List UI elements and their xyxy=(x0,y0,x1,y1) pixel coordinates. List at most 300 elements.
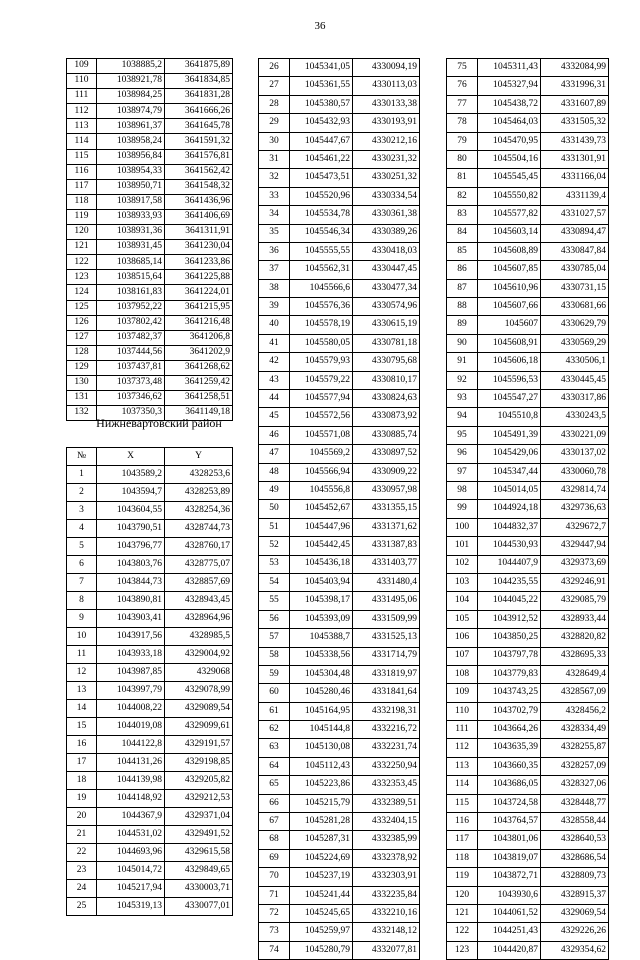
x-coordinate-cell: 1045577,82 xyxy=(478,206,541,224)
table-row xyxy=(447,886,609,904)
x-coordinate-cell: 1045393,09 xyxy=(290,610,353,628)
table-row xyxy=(447,923,609,941)
point-number-cell: 96 xyxy=(447,445,478,463)
point-number-cell: 132 xyxy=(67,406,97,421)
table-row xyxy=(447,242,609,260)
table-row xyxy=(259,831,420,849)
table-row xyxy=(447,132,609,150)
y-coordinate-cell: 3641225,88 xyxy=(165,270,233,285)
table-row xyxy=(447,629,609,647)
x-coordinate-cell: 1045130,08 xyxy=(290,739,353,757)
y-coordinate-cell: 4328695,33 xyxy=(541,647,609,665)
y-coordinate-cell: 4331027,57 xyxy=(541,206,609,224)
table-row xyxy=(259,316,420,334)
table-row xyxy=(447,371,609,389)
point-number-cell: 9 xyxy=(67,610,97,628)
point-number-cell: 57 xyxy=(259,629,290,647)
table-row xyxy=(447,941,609,959)
x-coordinate-cell: 1045281,28 xyxy=(290,813,353,831)
point-number-cell: 61 xyxy=(259,702,290,720)
y-coordinate-cell: 4330193,91 xyxy=(353,114,420,132)
y-coordinate-cell: 4328820,82 xyxy=(541,629,609,647)
table-row xyxy=(447,463,609,481)
point-number-cell: 20 xyxy=(67,808,97,826)
table-row xyxy=(259,629,420,647)
x-coordinate-cell: 1045403,94 xyxy=(290,573,353,591)
table-row xyxy=(67,772,233,790)
y-coordinate-cell: 4331996,31 xyxy=(541,77,609,95)
y-coordinate-cell: 3641576,81 xyxy=(165,149,233,164)
table-row xyxy=(67,194,233,209)
table-row xyxy=(259,868,420,886)
x-coordinate-cell: 1045534,78 xyxy=(290,206,353,224)
table-row xyxy=(259,132,420,150)
y-coordinate-cell: 4332235,84 xyxy=(353,886,420,904)
y-coordinate-cell: 4328809,73 xyxy=(541,868,609,886)
table-row xyxy=(67,149,233,164)
x-coordinate-cell: 1044407,9 xyxy=(478,555,541,573)
x-coordinate-cell: 1043686,05 xyxy=(478,776,541,794)
table-row xyxy=(67,285,233,300)
point-number-cell: 33 xyxy=(259,187,290,205)
table-row xyxy=(67,391,233,406)
table-row xyxy=(447,445,609,463)
x-coordinate-cell: 1044367,9 xyxy=(97,808,165,826)
table-row xyxy=(259,59,420,77)
point-number-cell: 105 xyxy=(447,610,478,628)
y-coordinate-cell: 4328567,09 xyxy=(541,684,609,702)
y-coordinate-cell: 4330810,17 xyxy=(353,371,420,389)
y-coordinate-cell: 4332231,74 xyxy=(353,739,420,757)
x-coordinate-cell: 1045566,6 xyxy=(290,279,353,297)
y-coordinate-cell: 4328775,07 xyxy=(165,556,233,574)
y-coordinate-cell: 4329089,54 xyxy=(165,700,233,718)
point-number-cell: 116 xyxy=(447,813,478,831)
point-number-cell: 111 xyxy=(67,89,97,104)
table-row xyxy=(447,316,609,334)
x-coordinate-cell: 1045596,53 xyxy=(478,371,541,389)
x-coordinate-cell: 1045438,72 xyxy=(478,95,541,113)
table-row xyxy=(259,408,420,426)
y-coordinate-cell: 4328253,6 xyxy=(165,466,233,484)
point-number-cell: 85 xyxy=(447,242,478,260)
x-coordinate-cell: 1038515,64 xyxy=(97,270,165,285)
coordinate-table-district xyxy=(66,447,233,916)
x-coordinate-cell: 1043664,26 xyxy=(478,721,541,739)
x-coordinate-cell: 1043819,07 xyxy=(478,849,541,867)
table-row xyxy=(67,628,233,646)
y-coordinate-cell: 4331819,97 xyxy=(353,665,420,683)
x-coordinate-cell: 1043589,2 xyxy=(97,466,165,484)
y-coordinate-cell: 4331439,73 xyxy=(541,132,609,150)
table-row xyxy=(67,880,233,898)
point-number-cell: 110 xyxy=(67,74,97,89)
x-coordinate-cell: 1038958,24 xyxy=(97,134,165,149)
x-coordinate-cell: 1045607,66 xyxy=(478,298,541,316)
y-coordinate-cell: 4329491,52 xyxy=(165,826,233,844)
table-row xyxy=(67,119,233,134)
y-coordinate-cell: 4331301,91 xyxy=(541,150,609,168)
table-row xyxy=(259,702,420,720)
table-row xyxy=(67,646,233,664)
y-coordinate-cell: 4329085,79 xyxy=(541,592,609,610)
table-row xyxy=(259,518,420,536)
x-coordinate-cell: 1043790,51 xyxy=(97,520,165,538)
x-coordinate-cell: 1044019,08 xyxy=(97,718,165,736)
x-coordinate-cell: 1045447,67 xyxy=(290,132,353,150)
point-number-cell: 125 xyxy=(67,300,97,315)
table-row xyxy=(447,665,609,683)
y-coordinate-cell: 4330795,68 xyxy=(353,353,420,371)
point-number-cell: 68 xyxy=(259,831,290,849)
table-row xyxy=(447,77,609,95)
x-coordinate-cell: 1045429,06 xyxy=(478,445,541,463)
x-coordinate-cell: 1038685,14 xyxy=(97,255,165,270)
y-coordinate-cell: 4330569,29 xyxy=(541,334,609,352)
x-coordinate-cell: 1045569,2 xyxy=(290,445,353,463)
table-row xyxy=(259,721,420,739)
y-coordinate-cell: 4328255,87 xyxy=(541,739,609,757)
x-coordinate-cell: 1045280,79 xyxy=(290,941,353,959)
x-coordinate-cell: 1045566,94 xyxy=(290,463,353,481)
x-coordinate-cell: 1043779,83 xyxy=(478,665,541,683)
point-number-cell: 5 xyxy=(67,538,97,556)
table-row xyxy=(447,757,609,775)
point-number-cell: 119 xyxy=(67,209,97,224)
x-coordinate-cell: 1043635,39 xyxy=(478,739,541,757)
x-coordinate-cell: 1044235,55 xyxy=(478,573,541,591)
x-coordinate-cell: 1045241,44 xyxy=(290,886,353,904)
table-row xyxy=(259,261,420,279)
y-coordinate-cell: 4330077,01 xyxy=(165,898,233,916)
point-number-cell: 29 xyxy=(259,114,290,132)
y-coordinate-cell: 3641215,95 xyxy=(165,300,233,315)
point-number-cell: 62 xyxy=(259,721,290,739)
y-coordinate-cell: 4331387,83 xyxy=(353,537,420,555)
table-row xyxy=(447,776,609,794)
x-coordinate-cell: 1037482,37 xyxy=(97,330,165,345)
x-coordinate-cell: 1045432,93 xyxy=(290,114,353,132)
y-coordinate-cell: 4328857,69 xyxy=(165,574,233,592)
point-number-cell: 87 xyxy=(447,279,478,297)
table-row xyxy=(259,941,420,959)
x-coordinate-cell: 1045473,51 xyxy=(290,169,353,187)
x-coordinate-cell: 1037350,3 xyxy=(97,406,165,421)
y-coordinate-cell: 4330957,98 xyxy=(353,481,420,499)
point-number-cell: 14 xyxy=(67,700,97,718)
x-coordinate-cell: 1043933,18 xyxy=(97,646,165,664)
point-number-cell: 94 xyxy=(447,408,478,426)
y-coordinate-cell: 4331714,79 xyxy=(353,647,420,665)
y-coordinate-cell: 4328744,73 xyxy=(165,520,233,538)
column-header-y: Y xyxy=(165,448,233,466)
y-coordinate-cell: 4330785,04 xyxy=(541,261,609,279)
x-coordinate-cell: 1045550,82 xyxy=(478,187,541,205)
point-number-cell: 35 xyxy=(259,224,290,242)
y-coordinate-cell: 4331355,15 xyxy=(353,500,420,518)
y-coordinate-cell: 4329226,26 xyxy=(541,923,609,941)
x-coordinate-cell: 1045259,97 xyxy=(290,923,353,941)
x-coordinate-cell: 1043660,35 xyxy=(478,757,541,775)
y-coordinate-cell: 4331166,04 xyxy=(541,169,609,187)
point-number-cell: 98 xyxy=(447,481,478,499)
x-coordinate-cell: 1045576,36 xyxy=(290,298,353,316)
table-row xyxy=(447,334,609,352)
x-coordinate-cell: 1044251,43 xyxy=(478,923,541,941)
table-row xyxy=(447,537,609,555)
point-number-cell: 48 xyxy=(259,463,290,481)
table-row xyxy=(447,408,609,426)
table-row xyxy=(259,592,420,610)
table-row xyxy=(259,169,420,187)
table-row xyxy=(259,334,420,352)
x-coordinate-cell: 1045311,43 xyxy=(478,59,541,77)
table-row xyxy=(259,573,420,591)
table-row xyxy=(447,206,609,224)
point-number-cell: 52 xyxy=(259,537,290,555)
y-coordinate-cell: 4328760,17 xyxy=(165,538,233,556)
x-coordinate-cell: 1045546,34 xyxy=(290,224,353,242)
point-number-cell: 113 xyxy=(447,757,478,775)
y-coordinate-cell: 4328448,77 xyxy=(541,794,609,812)
y-coordinate-cell: 4330477,34 xyxy=(353,279,420,297)
point-number-cell: 104 xyxy=(447,592,478,610)
y-coordinate-cell: 4330781,18 xyxy=(353,334,420,352)
column-header-x: X xyxy=(97,448,165,466)
y-coordinate-cell: 4330231,32 xyxy=(353,150,420,168)
point-number-cell: 26 xyxy=(259,59,290,77)
y-coordinate-cell: 4328257,09 xyxy=(541,757,609,775)
x-coordinate-cell: 1045556,8 xyxy=(290,481,353,499)
table-row xyxy=(67,104,233,119)
table-row xyxy=(67,179,233,194)
x-coordinate-cell: 1045014,72 xyxy=(97,862,165,880)
point-number-cell: 78 xyxy=(447,114,478,132)
x-coordinate-cell: 1044008,22 xyxy=(97,700,165,718)
table-row xyxy=(259,647,420,665)
point-number-cell: 19 xyxy=(67,790,97,808)
y-coordinate-cell: 4329615,58 xyxy=(165,844,233,862)
x-coordinate-cell: 1045577,94 xyxy=(290,390,353,408)
point-number-cell: 116 xyxy=(67,164,97,179)
point-number-cell: 47 xyxy=(259,445,290,463)
point-number-cell: 39 xyxy=(259,298,290,316)
table-row xyxy=(67,898,233,916)
point-number-cell: 88 xyxy=(447,298,478,316)
y-coordinate-cell: 4331525,13 xyxy=(353,629,420,647)
table-row xyxy=(447,573,609,591)
table-row xyxy=(259,445,420,463)
x-coordinate-cell: 1044832,37 xyxy=(478,518,541,536)
y-coordinate-cell: 4329099,61 xyxy=(165,718,233,736)
point-number-cell: 36 xyxy=(259,242,290,260)
x-coordinate-cell: 1043917,56 xyxy=(97,628,165,646)
page-number: 36 xyxy=(314,20,326,32)
y-coordinate-cell: 4328334,49 xyxy=(541,721,609,739)
point-number-cell: 1 xyxy=(67,466,97,484)
y-coordinate-cell: 4328327,06 xyxy=(541,776,609,794)
point-number-cell: 12 xyxy=(67,664,97,682)
point-number-cell: 60 xyxy=(259,684,290,702)
table-row xyxy=(259,187,420,205)
x-coordinate-cell: 1045341,05 xyxy=(290,59,353,77)
x-coordinate-cell: 1045436,18 xyxy=(290,555,353,573)
x-coordinate-cell: 1037346,62 xyxy=(97,391,165,406)
point-number-cell: 121 xyxy=(67,240,97,255)
x-coordinate-cell: 1045579,22 xyxy=(290,371,353,389)
point-number-cell: 24 xyxy=(67,880,97,898)
table-row xyxy=(67,255,233,270)
point-number-cell: 77 xyxy=(447,95,478,113)
x-coordinate-cell: 1044131,26 xyxy=(97,754,165,772)
y-coordinate-cell: 3641834,85 xyxy=(165,74,233,89)
x-coordinate-cell: 1045319,13 xyxy=(97,898,165,916)
table-row xyxy=(447,390,609,408)
table-row xyxy=(67,59,233,74)
y-coordinate-cell: 4330574,96 xyxy=(353,298,420,316)
table-row xyxy=(259,776,420,794)
x-coordinate-cell: 1043764,57 xyxy=(478,813,541,831)
point-number-cell: 28 xyxy=(259,95,290,113)
y-coordinate-cell: 4329198,85 xyxy=(165,754,233,772)
y-coordinate-cell: 4328686,54 xyxy=(541,849,609,867)
table-row xyxy=(259,371,420,389)
x-coordinate-cell: 1043801,06 xyxy=(478,831,541,849)
y-coordinate-cell: 4330897,52 xyxy=(353,445,420,463)
y-coordinate-cell: 3641311,91 xyxy=(165,225,233,240)
y-coordinate-cell: 4331371,62 xyxy=(353,518,420,536)
table-row xyxy=(259,794,420,812)
table-row xyxy=(259,77,420,95)
point-number-cell: 107 xyxy=(447,647,478,665)
point-number-cell: 114 xyxy=(67,134,97,149)
y-coordinate-cell: 4330885,74 xyxy=(353,426,420,444)
point-number-cell: 101 xyxy=(447,537,478,555)
x-coordinate-cell: 1045555,55 xyxy=(290,242,353,260)
point-number-cell: 37 xyxy=(259,261,290,279)
table-row xyxy=(447,904,609,922)
y-coordinate-cell: 4331505,32 xyxy=(541,114,609,132)
point-number-cell: 18 xyxy=(67,772,97,790)
table-row xyxy=(67,736,233,754)
y-coordinate-cell: 4329212,53 xyxy=(165,790,233,808)
table-row xyxy=(67,754,233,772)
y-coordinate-cell: 4330909,22 xyxy=(353,463,420,481)
table-row xyxy=(67,718,233,736)
y-coordinate-cell: 4331495,06 xyxy=(353,592,420,610)
point-number-cell: 92 xyxy=(447,371,478,389)
point-number-cell: 127 xyxy=(67,330,97,345)
y-coordinate-cell: 3641268,62 xyxy=(165,360,233,375)
x-coordinate-cell: 1045610,96 xyxy=(478,279,541,297)
x-coordinate-cell: 1045327,94 xyxy=(478,77,541,95)
table-row xyxy=(67,164,233,179)
point-number-cell: 55 xyxy=(259,592,290,610)
y-coordinate-cell: 4329736,63 xyxy=(541,500,609,518)
table-row xyxy=(67,538,233,556)
table-row xyxy=(447,187,609,205)
x-coordinate-cell: 1038956,84 xyxy=(97,149,165,164)
table-row xyxy=(67,574,233,592)
y-coordinate-cell: 3641202,9 xyxy=(165,345,233,360)
point-number-cell: 21 xyxy=(67,826,97,844)
point-number-cell: 100 xyxy=(447,518,478,536)
y-coordinate-cell: 4329191,57 xyxy=(165,736,233,754)
point-number-cell: 59 xyxy=(259,665,290,683)
y-coordinate-cell: 4329672,7 xyxy=(541,518,609,536)
table-row xyxy=(447,849,609,867)
table-row xyxy=(67,664,233,682)
y-coordinate-cell: 4330361,38 xyxy=(353,206,420,224)
table-row xyxy=(259,904,420,922)
y-coordinate-cell: 4328640,53 xyxy=(541,831,609,849)
point-number-cell: 34 xyxy=(259,206,290,224)
point-number-cell: 118 xyxy=(447,849,478,867)
point-number-cell: 4 xyxy=(67,520,97,538)
point-number-cell: 93 xyxy=(447,390,478,408)
point-number-cell: 65 xyxy=(259,776,290,794)
x-coordinate-cell: 1043844,73 xyxy=(97,574,165,592)
y-coordinate-cell: 4328558,44 xyxy=(541,813,609,831)
point-number-cell: 66 xyxy=(259,794,290,812)
x-coordinate-cell: 1043850,25 xyxy=(478,629,541,647)
x-coordinate-cell: 1045464,03 xyxy=(478,114,541,132)
table-row xyxy=(259,665,420,683)
point-number-cell: 120 xyxy=(67,225,97,240)
table-row xyxy=(67,270,233,285)
table-row xyxy=(259,849,420,867)
x-coordinate-cell: 1043724,58 xyxy=(478,794,541,812)
y-coordinate-cell: 4331607,89 xyxy=(541,95,609,113)
x-coordinate-cell: 1044148,92 xyxy=(97,790,165,808)
point-number-cell: 117 xyxy=(67,179,97,194)
point-number-cell: 95 xyxy=(447,426,478,444)
point-number-cell: 10 xyxy=(67,628,97,646)
table-row xyxy=(447,95,609,113)
x-coordinate-cell: 1043912,52 xyxy=(478,610,541,628)
point-number-cell: 6 xyxy=(67,556,97,574)
point-number-cell: 75 xyxy=(447,59,478,77)
x-coordinate-cell: 1037437,81 xyxy=(97,360,165,375)
table-row xyxy=(67,520,233,538)
x-coordinate-cell: 1044530,93 xyxy=(478,537,541,555)
y-coordinate-cell: 4332404,15 xyxy=(353,813,420,831)
point-number-cell: 54 xyxy=(259,573,290,591)
point-number-cell: 112 xyxy=(447,739,478,757)
x-coordinate-cell: 1045545,45 xyxy=(478,169,541,187)
x-coordinate-cell: 1045603,14 xyxy=(478,224,541,242)
point-number-cell: 82 xyxy=(447,187,478,205)
y-coordinate-cell: 4330251,32 xyxy=(353,169,420,187)
y-coordinate-cell: 4332303,91 xyxy=(353,868,420,886)
y-coordinate-cell: 4332385,99 xyxy=(353,831,420,849)
point-number-cell: 106 xyxy=(447,629,478,647)
table-row xyxy=(259,114,420,132)
point-number-cell: 42 xyxy=(259,353,290,371)
table-row xyxy=(259,555,420,573)
table-row xyxy=(67,74,233,89)
table-row xyxy=(67,610,233,628)
table-row xyxy=(447,684,609,702)
y-coordinate-cell: 4330418,03 xyxy=(353,242,420,260)
table-row xyxy=(67,844,233,862)
y-coordinate-cell: 3641831,28 xyxy=(165,89,233,104)
x-coordinate-cell: 1044139,98 xyxy=(97,772,165,790)
x-coordinate-cell: 1043872,71 xyxy=(478,868,541,886)
x-coordinate-cell: 1043604,55 xyxy=(97,502,165,520)
point-number-cell: 45 xyxy=(259,408,290,426)
x-coordinate-cell: 1045606,18 xyxy=(478,353,541,371)
